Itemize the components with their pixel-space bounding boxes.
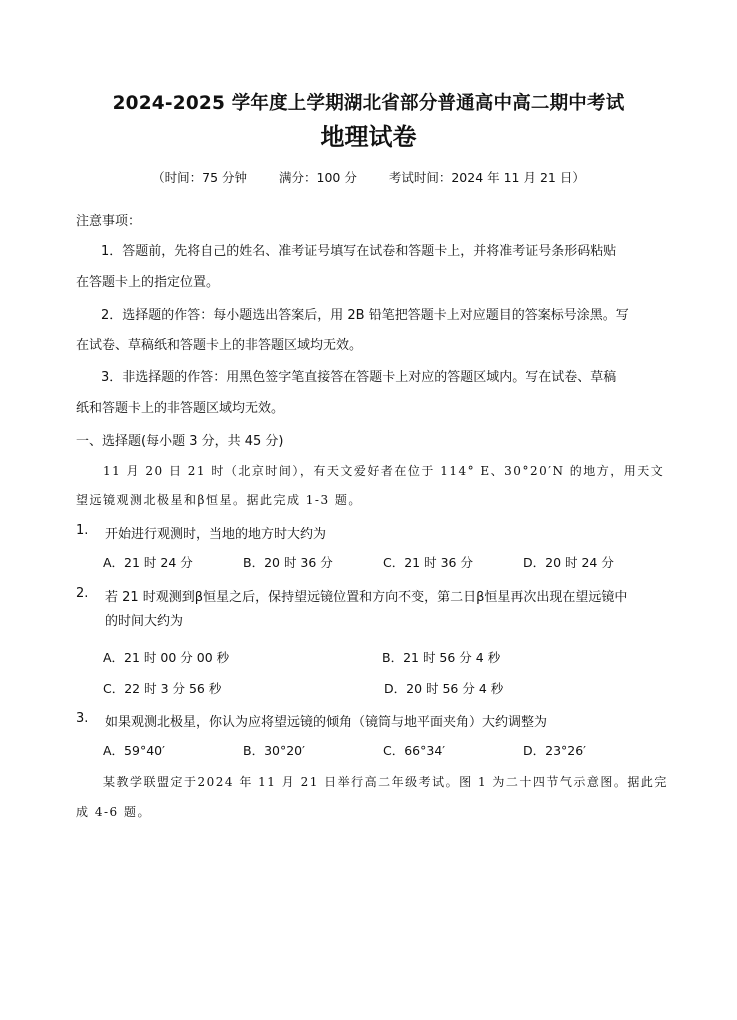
exam-meta <box>0 168 737 186</box>
q2-stem-line-2: 的时间大约为 <box>105 614 184 629</box>
exam-full-score: 满分：100 分 <box>279 170 357 185</box>
q3-option-c: C．66°34′ <box>383 743 446 758</box>
note-2-line-2: 在试卷、草稿纸和答题卡上的非答题区域均无效。 <box>76 338 363 353</box>
group-intro-line-2: 望远镜观测北极星和β恒星。据此完成 1-3 题。 <box>76 493 362 507</box>
q1-option-b: B．20 时 36 分 <box>243 555 333 570</box>
q2-option-c: C．22 时 3 分 56 秒 <box>103 681 222 696</box>
subject-title: 地理试卷 <box>320 123 417 151</box>
q1-option-a: A．21 时 24 分 <box>103 555 193 570</box>
note-1-line-2: 在答题卡上的指定位置。 <box>76 275 220 290</box>
q2-option-b: B．21 时 56 分 4 秒 <box>382 650 501 665</box>
q3-number: 3. <box>76 711 89 726</box>
q3-stem: 如果观测北极星，你认为应将望远镜的倾角（镜筒与地平面夹角）大约调整为 <box>105 715 548 730</box>
q2-number: 2. <box>76 586 89 601</box>
exam-duration: （时间：75 分钟 <box>152 170 248 185</box>
exam-title: 2024-2025 学年度上学期湖北省部分普通高中高二期中考试 <box>112 93 625 114</box>
q2-stem-line-1: 若 21 时观测到β恒星之后，保持望远镜位置和方向不变，第二日β恒星再次出现在望远镜中 <box>105 590 628 605</box>
group2-intro-line-2: 成 4-6 题。 <box>76 805 151 819</box>
q1-option-c: C．21 时 36 分 <box>383 555 473 570</box>
note-2-line-1: 2．选择题的作答：每小题选出答案后，用 2B 铅笔把答题卡上对应题目的答案标号涂黑。写 <box>101 308 629 323</box>
q1-stem: 开始进行观测时，当地的地方时大约为 <box>105 527 327 542</box>
group-intro-line-1: 11 月 20 日 21 时（北京时间），有天文爱好者在位于 114° E、30°20′N 的地方，用天文 <box>103 464 665 478</box>
q2-option-a: A．21 时 00 分 00 秒 <box>103 650 230 665</box>
note-1-line-1: 1．答题前，先将自己的姓名、准考证号填写在试卷和答题卡上，并将准考证号条形码粘贴 <box>101 244 617 259</box>
exam-date: 考试时间：2024 年 11 月 21 日） <box>388 170 585 185</box>
q3-option-a: A．59°40′ <box>103 743 165 758</box>
q2-option-d: D．20 时 56 分 4 秒 <box>384 681 504 696</box>
notes-heading: 注意事项： <box>76 214 142 229</box>
group2-intro-line-1: 某教学联盟定于2024 年 11 月 21 日举行高二年级考试。图 1 为二十四节气示意图。据此完 <box>103 775 668 789</box>
note-3-line-2: 纸和答题卡上的非答题区域均无效。 <box>76 401 285 416</box>
q1-number: 1. <box>76 523 89 538</box>
section-heading: 一、选择题(每小题 3 分，共 45 分) <box>76 434 284 449</box>
note-3-line-1: 3．非选择题的作答：用黑色签字笔直接答在答题卡上对应的答题区域内。写在试卷、草稿 <box>101 370 617 385</box>
q1-option-d: D．20 时 24 分 <box>523 555 614 570</box>
q3-option-b: B．30°20′ <box>243 743 305 758</box>
q3-option-d: D．23°26′ <box>523 743 587 758</box>
